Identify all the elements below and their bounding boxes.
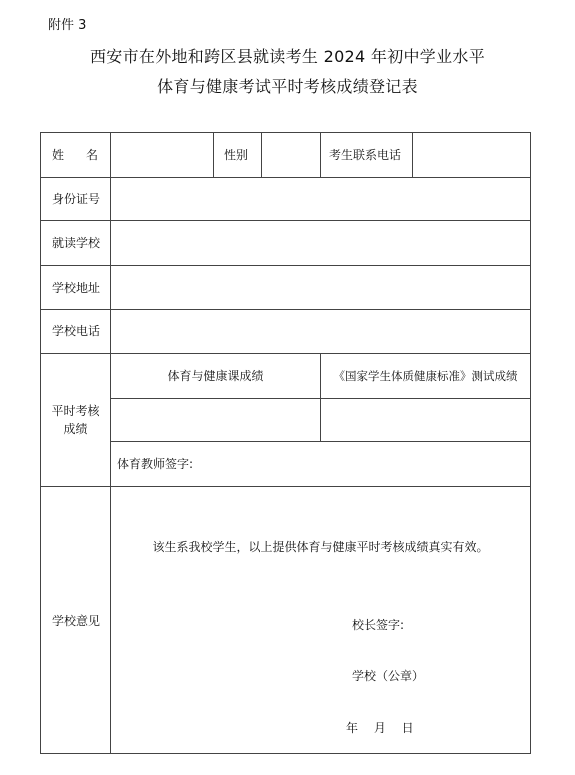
school-field[interactable] [111,221,530,265]
school-seal-label: 学校（公章） [352,669,425,683]
school-label: 就读学校 [52,236,101,250]
form-title-line1: 西安市在外地和跨区县就读考生 2024 年初中学业水平 [90,47,485,66]
pe-score-field[interactable] [111,399,320,441]
id-number-label: 身份证号 [52,192,101,206]
phone-label: 考生联系电话 [329,148,402,162]
gender-label: 性别 [224,148,249,162]
fitness-score-field[interactable] [321,399,530,441]
form-title-line2: 体育与健康考试平时考核成绩登记表 [157,77,418,96]
teacher-signature-label: 体育教师签字: [117,457,194,471]
attachment-label: 附件 3 [48,18,87,33]
school-phone-label: 学校电话 [52,324,101,338]
pe-score-header: 体育与健康课成绩 [167,369,264,383]
school-opinion-label: 学校意见 [52,614,101,628]
school-address-label: 学校地址 [52,281,101,295]
id-number-field[interactable] [111,178,530,220]
name-field[interactable] [111,133,213,177]
school-opinion-statement: 该生系我校学生，以上提供体育与健康平时考核成绩真实有效。 [152,540,489,554]
principal-signature-label: 校长签字: [352,618,405,632]
phone-field[interactable] [413,133,530,177]
school-phone-field[interactable] [111,310,530,353]
school-address-field[interactable] [111,266,530,309]
name-label: 姓名 [52,148,99,162]
fitness-score-header: 《国家学生体质健康标准》测试成绩 [333,369,518,383]
date-label: 年 月 日 [346,721,414,735]
usual-score-label: 平时考核 成绩 [51,404,100,436]
gender-field[interactable] [262,133,320,177]
